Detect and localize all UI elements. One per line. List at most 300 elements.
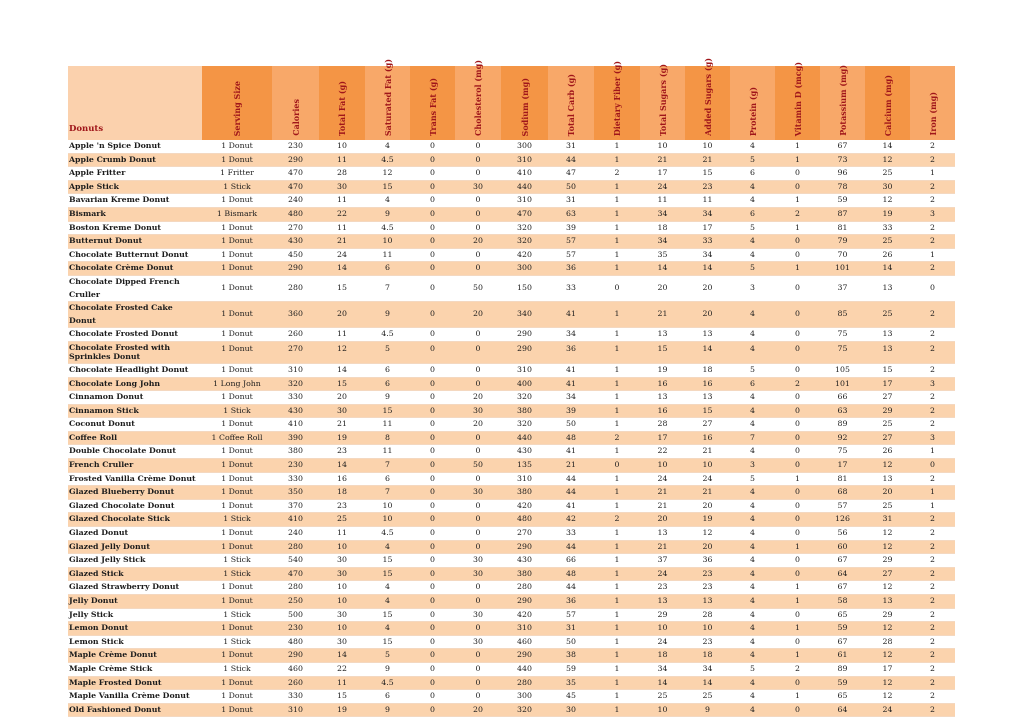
value-cell: 15: [685, 404, 730, 418]
value-cell: 87: [820, 207, 865, 221]
value-cell: 2: [910, 595, 955, 609]
value-cell: 14: [640, 676, 685, 690]
value-cell: 1: [594, 153, 640, 167]
value-cell: 2: [910, 608, 955, 622]
value-cell: 1 Fritter: [202, 167, 272, 181]
value-cell: 2: [910, 527, 955, 541]
value-cell: 1: [594, 472, 640, 486]
value-cell: 0: [775, 527, 820, 541]
value-cell: 4: [730, 513, 775, 527]
table-row: [68, 221, 955, 235]
value-cell: 15: [640, 341, 685, 363]
value-cell: 0: [775, 554, 820, 568]
value-cell: 0: [410, 581, 455, 595]
value-cell: 25: [865, 499, 910, 513]
value-cell: 430: [501, 554, 548, 568]
value-cell: 440: [501, 662, 548, 676]
value-cell: 12: [319, 341, 365, 363]
donut-name-cell: Apple Stick: [68, 180, 202, 194]
value-cell: 380: [272, 445, 319, 459]
value-cell: 280: [501, 581, 548, 595]
donut-name-cell: Glazed Chocolate Stick: [68, 513, 202, 527]
value-cell: 540: [272, 554, 319, 568]
value-cell: 59: [820, 194, 865, 208]
value-cell: 12: [865, 153, 910, 167]
value-cell: 2: [910, 690, 955, 704]
value-cell: 16: [685, 431, 730, 445]
value-cell: 33: [685, 235, 730, 249]
value-cell: 48: [548, 567, 594, 581]
value-cell: 23: [685, 180, 730, 194]
value-cell: 0: [455, 248, 501, 262]
value-cell: 1 Stick: [202, 608, 272, 622]
donut-name-cell: French Cruller: [68, 459, 202, 473]
value-cell: 2: [910, 554, 955, 568]
value-cell: 78: [820, 180, 865, 194]
value-cell: 4: [365, 622, 410, 636]
value-cell: 1 Donut: [202, 459, 272, 473]
value-cell: 28: [319, 167, 365, 181]
value-cell: 1 Donut: [202, 140, 272, 153]
table-row: [68, 363, 955, 377]
value-cell: 1: [775, 153, 820, 167]
value-cell: 16: [685, 377, 730, 391]
value-cell: 1: [594, 554, 640, 568]
value-cell: 1 Donut: [202, 690, 272, 704]
value-cell: 0: [410, 608, 455, 622]
value-cell: 15: [319, 275, 365, 301]
value-cell: 0: [775, 499, 820, 513]
value-cell: 290: [501, 328, 548, 342]
value-cell: 34: [685, 207, 730, 221]
value-cell: 59: [820, 622, 865, 636]
value-cell: 59: [548, 662, 594, 676]
donut-name-cell: Maple Frosted Donut: [68, 676, 202, 690]
value-cell: 66: [548, 554, 594, 568]
value-cell: 0: [410, 676, 455, 690]
value-cell: 2: [910, 302, 955, 328]
value-cell: 1: [775, 595, 820, 609]
value-cell: 66: [820, 391, 865, 405]
value-cell: 360: [272, 302, 319, 328]
header-row: [68, 66, 955, 140]
donut-name-cell: Maple Vanilla Crème Donut: [68, 690, 202, 704]
value-cell: 13: [640, 527, 685, 541]
value-cell: 73: [820, 153, 865, 167]
value-cell: 12: [865, 194, 910, 208]
value-cell: 4: [730, 608, 775, 622]
table-row: [68, 302, 955, 328]
value-cell: 25: [319, 513, 365, 527]
table-row: [68, 527, 955, 541]
value-cell: 0: [775, 275, 820, 301]
value-cell: 50: [548, 418, 594, 432]
value-cell: 370: [272, 499, 319, 513]
value-cell: 38: [548, 649, 594, 663]
value-cell: 0: [594, 275, 640, 301]
value-cell: 410: [501, 167, 548, 181]
column-header: [410, 66, 455, 140]
value-cell: 1 Coffee Roll: [202, 431, 272, 445]
value-cell: 4.5: [365, 153, 410, 167]
value-cell: 11: [319, 676, 365, 690]
value-cell: 1: [910, 248, 955, 262]
column-header: [594, 60, 640, 140]
value-cell: 41: [548, 363, 594, 377]
value-cell: 0: [410, 472, 455, 486]
value-cell: 70: [820, 248, 865, 262]
value-cell: 20: [319, 391, 365, 405]
value-cell: 4: [730, 302, 775, 328]
value-cell: 0: [455, 341, 501, 363]
value-cell: 34: [685, 248, 730, 262]
value-cell: 260: [272, 328, 319, 342]
value-cell: 4: [730, 649, 775, 663]
value-cell: 0: [775, 567, 820, 581]
value-cell: 4: [730, 140, 775, 153]
donut-name-cell: Chocolate Crème Donut: [68, 262, 202, 276]
table-row: [68, 540, 955, 554]
value-cell: 15: [365, 608, 410, 622]
column-header-label: Calories: [290, 99, 301, 136]
value-cell: 2: [775, 662, 820, 676]
value-cell: 24: [640, 635, 685, 649]
value-cell: 24: [640, 567, 685, 581]
value-cell: 310: [501, 622, 548, 636]
value-cell: 0: [455, 676, 501, 690]
value-cell: 0: [410, 554, 455, 568]
value-cell: 470: [272, 180, 319, 194]
value-cell: 5: [365, 341, 410, 363]
value-cell: 20: [455, 418, 501, 432]
value-cell: 1: [775, 140, 820, 153]
value-cell: 33: [548, 527, 594, 541]
value-cell: 330: [272, 472, 319, 486]
value-cell: 2: [775, 377, 820, 391]
value-cell: 20: [685, 302, 730, 328]
value-cell: 0: [410, 445, 455, 459]
value-cell: 11: [319, 153, 365, 167]
value-cell: 23: [319, 499, 365, 513]
table-row: [68, 377, 955, 391]
value-cell: 11: [319, 328, 365, 342]
value-cell: 19: [319, 703, 365, 717]
value-cell: 0: [775, 235, 820, 249]
value-cell: 1: [594, 595, 640, 609]
value-cell: 44: [548, 540, 594, 554]
value-cell: 5: [730, 363, 775, 377]
value-cell: 48: [548, 431, 594, 445]
value-cell: 21: [685, 445, 730, 459]
donut-name-cell: Glazed Donut: [68, 527, 202, 541]
value-cell: 1: [594, 486, 640, 500]
value-cell: 21: [548, 459, 594, 473]
value-cell: 1 Donut: [202, 581, 272, 595]
value-cell: 340: [501, 302, 548, 328]
value-cell: 0: [455, 527, 501, 541]
table-row: [68, 275, 955, 301]
value-cell: 4: [730, 418, 775, 432]
value-cell: 21: [685, 153, 730, 167]
value-cell: 27: [865, 567, 910, 581]
value-cell: 39: [548, 221, 594, 235]
value-cell: 21: [640, 153, 685, 167]
column-header: [319, 66, 365, 140]
value-cell: 13: [865, 595, 910, 609]
value-cell: 57: [820, 499, 865, 513]
value-cell: 92: [820, 431, 865, 445]
value-cell: 270: [272, 221, 319, 235]
value-cell: 27: [865, 391, 910, 405]
value-cell: 0: [410, 302, 455, 328]
value-cell: 450: [272, 248, 319, 262]
column-header-label: Iron (mg): [927, 92, 938, 136]
value-cell: 1: [594, 194, 640, 208]
value-cell: 81: [820, 221, 865, 235]
value-cell: 470: [272, 567, 319, 581]
value-cell: 45: [548, 690, 594, 704]
donut-name-cell: Butternut Donut: [68, 235, 202, 249]
value-cell: 15: [865, 363, 910, 377]
value-cell: 24: [865, 703, 910, 717]
value-cell: 310: [501, 363, 548, 377]
value-cell: 0: [410, 567, 455, 581]
value-cell: 6: [730, 167, 775, 181]
value-cell: 25: [865, 235, 910, 249]
value-cell: 1 Stick: [202, 635, 272, 649]
value-cell: 3: [910, 207, 955, 221]
value-cell: 440: [501, 431, 548, 445]
value-cell: 0: [410, 248, 455, 262]
value-cell: 7: [365, 486, 410, 500]
value-cell: 63: [548, 207, 594, 221]
value-cell: 0: [410, 622, 455, 636]
value-cell: 1 Stick: [202, 180, 272, 194]
value-cell: 20: [685, 275, 730, 301]
value-cell: 5: [730, 153, 775, 167]
value-cell: 0: [775, 341, 820, 363]
donut-name-cell: Coffee Roll: [68, 431, 202, 445]
value-cell: 30: [455, 554, 501, 568]
value-cell: 0: [775, 676, 820, 690]
table-row: [68, 554, 955, 568]
value-cell: 18: [685, 363, 730, 377]
value-cell: 0: [455, 595, 501, 609]
value-cell: 1 Donut: [202, 221, 272, 235]
value-cell: 8: [365, 431, 410, 445]
value-cell: 1 Stick: [202, 404, 272, 418]
value-cell: 0: [594, 459, 640, 473]
value-cell: 47: [548, 167, 594, 181]
value-cell: 430: [272, 235, 319, 249]
column-header: [272, 66, 319, 140]
value-cell: 2: [910, 540, 955, 554]
value-cell: 0: [410, 275, 455, 301]
value-cell: 17: [865, 377, 910, 391]
value-cell: 12: [865, 649, 910, 663]
value-cell: 4: [730, 248, 775, 262]
value-cell: 75: [820, 341, 865, 363]
value-cell: 20: [319, 302, 365, 328]
value-cell: 12: [865, 690, 910, 704]
value-cell: 430: [501, 445, 548, 459]
value-cell: 57: [548, 235, 594, 249]
value-cell: 1: [594, 635, 640, 649]
value-cell: 1: [910, 167, 955, 181]
table-row: [68, 153, 955, 167]
value-cell: 10: [685, 622, 730, 636]
value-cell: 36: [685, 554, 730, 568]
donut-name-cell: Chocolate Dipped French Cruller: [68, 275, 202, 301]
value-cell: 1 Stick: [202, 662, 272, 676]
value-cell: 18: [640, 649, 685, 663]
value-cell: 2: [594, 431, 640, 445]
value-cell: 1 Donut: [202, 418, 272, 432]
value-cell: 0: [775, 418, 820, 432]
value-cell: 4: [730, 341, 775, 363]
value-cell: 28: [685, 608, 730, 622]
value-cell: 15: [685, 167, 730, 181]
value-cell: 0: [410, 140, 455, 153]
value-cell: 470: [501, 207, 548, 221]
value-cell: 81: [820, 472, 865, 486]
value-cell: 23: [640, 581, 685, 595]
column-header-label: Saturated Fat (g): [382, 58, 393, 136]
donut-name-cell: Lemon Donut: [68, 622, 202, 636]
value-cell: 1 Donut: [202, 676, 272, 690]
value-cell: 14: [685, 341, 730, 363]
value-cell: 13: [865, 341, 910, 363]
value-cell: 0: [455, 328, 501, 342]
value-cell: 10: [365, 235, 410, 249]
value-cell: 89: [820, 418, 865, 432]
value-cell: 41: [548, 302, 594, 328]
value-cell: 320: [501, 418, 548, 432]
value-cell: 59: [820, 676, 865, 690]
value-cell: 0: [410, 341, 455, 363]
value-cell: 96: [820, 167, 865, 181]
table-row: [68, 431, 955, 445]
value-cell: 0: [455, 167, 501, 181]
value-cell: 0: [455, 662, 501, 676]
table-row: [68, 486, 955, 500]
value-cell: 34: [640, 235, 685, 249]
donut-name-cell: Boston Kreme Donut: [68, 221, 202, 235]
value-cell: 1 Donut: [202, 622, 272, 636]
column-header: [775, 61, 820, 140]
value-cell: 18: [319, 486, 365, 500]
value-cell: 4: [730, 554, 775, 568]
value-cell: 2: [910, 140, 955, 153]
value-cell: 21: [685, 486, 730, 500]
value-cell: 4.5: [365, 676, 410, 690]
value-cell: 1: [775, 221, 820, 235]
value-cell: 0: [410, 662, 455, 676]
value-cell: 270: [272, 341, 319, 363]
donut-name-cell: Chocolate Frosted Donut: [68, 328, 202, 342]
value-cell: 31: [548, 622, 594, 636]
value-cell: 1: [594, 540, 640, 554]
donut-name-cell: Bavarian Kreme Donut: [68, 194, 202, 208]
value-cell: 4: [730, 595, 775, 609]
value-cell: 6: [365, 377, 410, 391]
value-cell: 7: [730, 431, 775, 445]
column-header-label: Vitamin D (mcg): [792, 61, 803, 136]
value-cell: 41: [548, 499, 594, 513]
donut-name-cell: Glazed Chocolate Donut: [68, 499, 202, 513]
value-cell: 50: [455, 459, 501, 473]
value-cell: 4: [730, 527, 775, 541]
table-row: [68, 662, 955, 676]
value-cell: 12: [865, 527, 910, 541]
value-cell: 1: [594, 567, 640, 581]
column-header-label: Total Sugars (g): [657, 63, 668, 136]
column-header: [548, 66, 594, 140]
value-cell: 17: [820, 459, 865, 473]
value-cell: 0: [410, 262, 455, 276]
value-cell: 430: [272, 404, 319, 418]
value-cell: 29: [865, 608, 910, 622]
value-cell: 1 Donut: [202, 499, 272, 513]
value-cell: 4: [365, 581, 410, 595]
value-cell: 34: [640, 662, 685, 676]
nutrition-table: [68, 58, 955, 717]
column-header: [910, 66, 955, 140]
value-cell: 1 Stick: [202, 554, 272, 568]
value-cell: 4: [730, 499, 775, 513]
value-cell: 1 Donut: [202, 540, 272, 554]
value-cell: 65: [820, 608, 865, 622]
value-cell: 30: [548, 703, 594, 717]
column-header-label: Trans Fat (g): [427, 78, 438, 136]
value-cell: 26: [865, 248, 910, 262]
value-cell: 14: [685, 262, 730, 276]
value-cell: 30: [455, 608, 501, 622]
value-cell: 6: [730, 377, 775, 391]
value-cell: 28: [865, 635, 910, 649]
value-cell: 20: [455, 703, 501, 717]
value-cell: 1 Donut: [202, 153, 272, 167]
value-cell: 2: [910, 180, 955, 194]
value-cell: 10: [640, 140, 685, 153]
value-cell: 3: [910, 431, 955, 445]
value-cell: 33: [865, 221, 910, 235]
value-cell: 30: [455, 180, 501, 194]
value-cell: 2: [910, 404, 955, 418]
value-cell: 19: [685, 513, 730, 527]
value-cell: 1 Donut: [202, 302, 272, 328]
value-cell: 11: [365, 445, 410, 459]
donut-name-cell: Frosted Vanilla Crème Donut: [68, 472, 202, 486]
value-cell: 21: [640, 540, 685, 554]
donut-name-cell: Chocolate Frosted with Sprinkles Donut: [68, 341, 202, 363]
value-cell: 1: [910, 486, 955, 500]
value-cell: 4.5: [365, 221, 410, 235]
value-cell: 64: [820, 703, 865, 717]
column-header-label: Sodium (mg): [519, 77, 530, 136]
value-cell: 0: [410, 418, 455, 432]
value-cell: 420: [501, 608, 548, 622]
value-cell: 44: [548, 581, 594, 595]
value-cell: 44: [548, 472, 594, 486]
value-cell: 0: [410, 391, 455, 405]
value-cell: 1: [594, 221, 640, 235]
value-cell: 2: [910, 676, 955, 690]
value-cell: 50: [455, 275, 501, 301]
value-cell: 34: [548, 328, 594, 342]
value-cell: 101: [820, 377, 865, 391]
value-cell: 2: [594, 513, 640, 527]
